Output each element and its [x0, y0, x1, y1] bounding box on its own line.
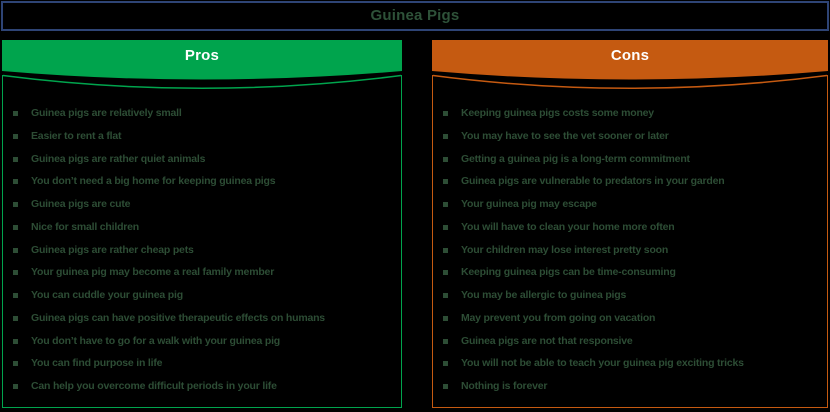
pros-list-item	[13, 284, 397, 307]
pros-list-item-text: Can help you overcome difficult periods in your life	[31, 380, 277, 392]
cons-list-item-text: Your children may lose interest pretty soon	[461, 243, 669, 256]
pros-list-item	[13, 148, 397, 171]
pros-list-item	[13, 261, 397, 284]
bullet-square-icon	[13, 225, 18, 230]
cons-list-item	[443, 330, 823, 353]
bullet-square-icon	[13, 202, 18, 207]
bullet-square-icon	[13, 179, 18, 184]
pros-list	[3, 75, 401, 398]
cons-list-item	[443, 261, 823, 284]
cons-header-label: Cons	[610, 47, 650, 64]
page-title: Guinea Pigs	[370, 7, 460, 24]
bullet-square-icon	[443, 316, 448, 321]
pros-list-item-text: Guinea pigs are cute	[31, 198, 131, 210]
pros-list-item	[13, 239, 397, 262]
pros-list-item-text: You don’t have to go for a walk with your guinea pig	[31, 334, 280, 347]
cons-list-item	[443, 125, 823, 148]
cons-body-box	[432, 75, 828, 408]
bullet-square-icon	[443, 361, 448, 366]
cons-list	[433, 75, 827, 398]
bullet-square-icon	[443, 179, 448, 184]
pros-list-item-text: Guinea pigs are rather quiet animals	[31, 152, 206, 165]
cons-list-item	[443, 148, 823, 171]
title-bar	[1, 1, 829, 31]
bullet-square-icon	[443, 339, 448, 344]
cons-list-item	[443, 284, 823, 307]
pros-list-item	[13, 170, 397, 193]
bullet-square-icon	[13, 384, 18, 389]
cons-list-item-text: Guinea pigs are not that responsive	[461, 334, 633, 347]
cons-list-item-text: Guinea pigs are vulnerable to predators in your garden	[461, 175, 725, 188]
pros-body-box	[2, 75, 402, 408]
pros-list-item	[13, 216, 397, 239]
cons-list-item	[443, 307, 823, 330]
pros-list-item-text: Your guinea pig may become a real family member	[31, 266, 275, 279]
pros-panel	[2, 40, 402, 408]
pros-list-item	[13, 102, 397, 125]
bullet-square-icon	[443, 384, 448, 389]
pros-list-item-text: Nice for small children	[31, 220, 140, 233]
pros-list-item	[13, 193, 397, 216]
pros-list-item-text: You can cuddle your guinea pig	[31, 289, 183, 301]
bullet-square-icon	[443, 111, 448, 116]
pros-list-item-text: Guinea pigs are relatively small	[31, 107, 182, 119]
bullet-square-icon	[13, 339, 18, 344]
pros-list-item	[13, 375, 397, 398]
cons-list-item-text: You will not be able to teach your guinea pig exciting tricks	[461, 357, 744, 370]
bullet-square-icon	[443, 270, 448, 275]
cons-list-item-text: Keeping guinea pigs costs some money	[461, 107, 654, 119]
bullet-square-icon	[13, 270, 18, 275]
pros-header-label: Pros	[184, 47, 220, 64]
cons-list-item-text: You will have to clean your home more often	[461, 220, 675, 233]
bullet-square-icon	[443, 225, 448, 230]
pros-list-item	[13, 352, 397, 375]
bullet-square-icon	[443, 134, 448, 139]
cons-list-item	[443, 170, 823, 193]
cons-list-item-text: You may be allergic to guinea pigs	[461, 289, 627, 301]
cons-list-item-text: Keeping guinea pigs can be time-consuming	[461, 266, 676, 279]
bullet-square-icon	[13, 316, 18, 321]
bullet-square-icon	[443, 157, 448, 162]
pros-list-item	[13, 307, 397, 330]
cons-list-item	[443, 239, 823, 262]
pros-list-item-text: Guinea pigs are rather cheap pets	[31, 243, 194, 256]
cons-list-item	[443, 102, 823, 125]
pros-list-item-text: You don’t need a big home for keeping guinea pigs	[31, 175, 276, 188]
bullet-square-icon	[13, 111, 18, 116]
cons-panel	[432, 40, 828, 408]
cons-list-item-text: May prevent you from going on vacation	[461, 311, 656, 324]
cons-list-item-text: Getting a guinea pig is a long-term commitment	[461, 152, 690, 165]
pros-list-item	[13, 330, 397, 353]
cons-list-item	[443, 216, 823, 239]
bullet-square-icon	[443, 293, 448, 298]
bullet-square-icon	[13, 157, 18, 162]
cons-list-item-text: You may have to see the vet sooner or later	[461, 129, 669, 142]
bullet-square-icon	[13, 248, 18, 253]
bullet-square-icon	[13, 134, 18, 139]
pros-list-item-text: Guinea pigs can have positive therapeutic effects on humans	[31, 311, 325, 324]
bullet-square-icon	[443, 248, 448, 253]
pros-list-item-text: You can find purpose in life	[31, 357, 163, 370]
cons-list-item-text: Nothing is forever	[461, 380, 548, 392]
cons-list-item-text: Your guinea pig may escape	[461, 198, 597, 210]
pros-list-item	[13, 125, 397, 148]
pros-list-item-text: Easier to rent a flat	[31, 129, 122, 142]
bullet-square-icon	[443, 202, 448, 207]
bullet-square-icon	[13, 361, 18, 366]
cons-list-item	[443, 352, 823, 375]
cons-list-item	[443, 375, 823, 398]
cons-list-item	[443, 193, 823, 216]
bullet-square-icon	[13, 293, 18, 298]
